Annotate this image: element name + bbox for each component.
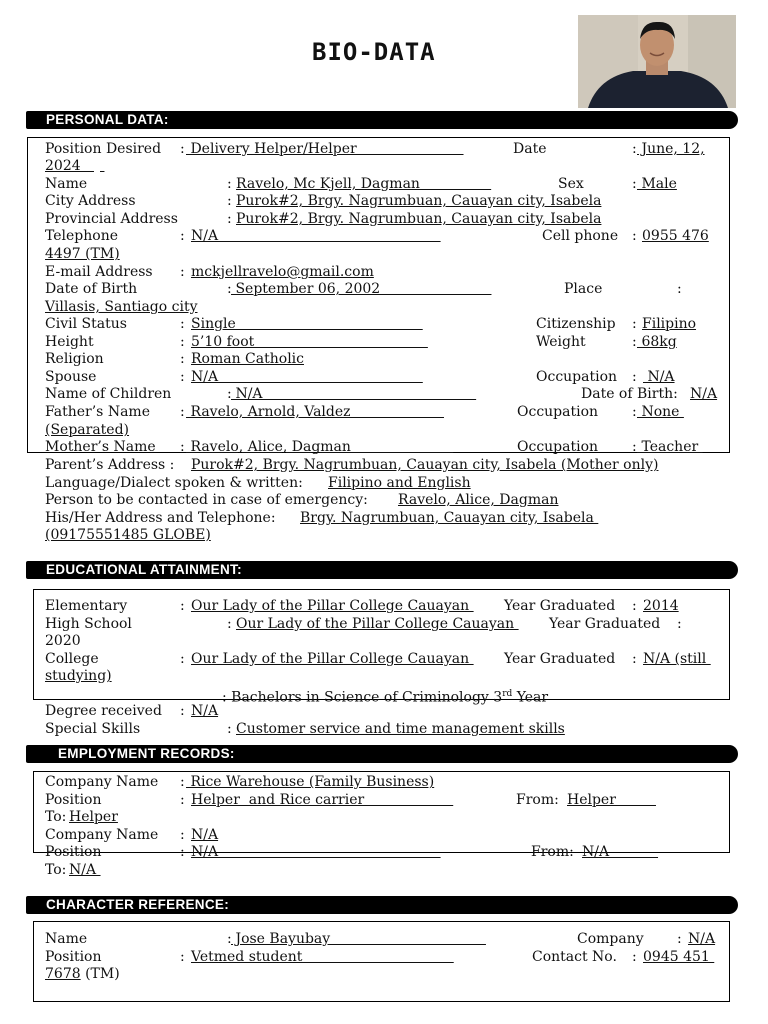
- colon: :: [632, 334, 637, 350]
- name-value: Ravelo, Mc Kjell, Dagman: [236, 176, 492, 192]
- colon: :: [180, 792, 185, 808]
- college-year-line2: studying): [45, 668, 112, 684]
- from1-value: Helper: [567, 792, 656, 808]
- colon: :: [632, 141, 637, 157]
- telephone-value: N/A: [191, 228, 441, 244]
- parent-address-label: Parent’s Address :: [45, 457, 175, 473]
- position1-label: Position: [45, 792, 102, 808]
- colon: :: [632, 598, 637, 614]
- to2-label: To:: [45, 862, 67, 878]
- emergency-value: Ravelo, Alice, Dagman: [398, 492, 559, 508]
- colon: :: [180, 651, 185, 667]
- section-bar-employment: [26, 745, 738, 763]
- provincial-address-label: Provincial Address: [45, 211, 178, 227]
- section-bar-personal: [26, 111, 738, 129]
- from1-label: From:: [516, 792, 559, 808]
- provincial-address-value: Purok#2, Brgy. Nagrumbuan, Cauayan city, Isabela: [236, 211, 602, 227]
- skills-value: Customer service and time management skills: [236, 721, 565, 737]
- colon: :: [632, 369, 637, 385]
- reference-contact-value: 0945 451: [643, 949, 715, 965]
- colon: :: [180, 316, 185, 332]
- colon: :: [632, 176, 637, 192]
- to1-value: Helper: [69, 809, 118, 825]
- reference-company-label: Company: [577, 931, 644, 947]
- father-occupation-value: None: [637, 404, 684, 420]
- citizenship-value: Filipino: [642, 316, 697, 332]
- colon: :: [180, 334, 185, 350]
- colon: :: [180, 949, 185, 965]
- spouse-value: N/A: [191, 369, 423, 385]
- section-title-reference: CHARACTER REFERENCE:: [46, 897, 230, 912]
- occupation-label: Occupation: [536, 369, 618, 385]
- father-value: Ravelo, Arnold, Valdez: [186, 404, 444, 420]
- religion-label: Religion: [45, 351, 104, 367]
- colon: :: [180, 351, 185, 367]
- email-label: E-mail Address: [45, 264, 153, 280]
- mother-label: Mother’s Name: [45, 439, 156, 455]
- civil-status-value: Single: [191, 316, 423, 332]
- citizenship-label: Citizenship: [536, 316, 616, 332]
- college-year: N/A (still: [643, 651, 711, 667]
- father-occupation-label: Occupation: [517, 404, 599, 420]
- to2-value: N/A: [69, 862, 101, 878]
- city-address-label: City Address: [45, 193, 136, 209]
- skills-label: Special Skills: [45, 721, 141, 737]
- position2-label: Position: [45, 844, 102, 860]
- colon: :: [677, 281, 682, 297]
- elementary-year-label: Year Graduated: [504, 598, 616, 614]
- section-title-personal: PERSONAL DATA:: [46, 112, 169, 127]
- company1-value: Rice Warehouse (Family Business): [186, 774, 435, 790]
- college-year-label: Year Graduated: [504, 651, 616, 667]
- colon: :: [632, 228, 637, 244]
- mother-occupation-label: Occupation: [517, 439, 599, 455]
- colon: :: [677, 931, 682, 947]
- place-label: Place: [564, 281, 603, 297]
- cellphone-label: Cell phone: [542, 228, 619, 244]
- colon: :: [180, 228, 185, 244]
- height-label: Height: [45, 334, 94, 350]
- high-school-label: High School: [45, 616, 132, 632]
- colon: :: [632, 316, 637, 332]
- position-value: Delivery Helper/Helper: [186, 141, 464, 157]
- colon: :: [227, 931, 232, 947]
- contact-address-value: Brgy. Nagrumbuan, Cauayan city, Isabela: [300, 510, 599, 526]
- from2-value: N/A: [582, 844, 659, 860]
- colon: :: [180, 703, 185, 719]
- reference-contact-line2: [45, 966, 120, 984]
- position1-value: Helper and Rice carrier: [191, 792, 454, 808]
- course-sup: rd: [502, 689, 513, 699]
- mother-value: Ravelo, Alice, Dagman: [186, 439, 454, 455]
- date-label: Date: [513, 141, 547, 157]
- place-value: Villasis, Santiago city: [45, 299, 198, 315]
- course-end: Year: [512, 689, 549, 706]
- high-school-school: Our Lady of the Pillar College Cauayan: [236, 616, 519, 632]
- reference-name-label: Name: [45, 931, 88, 947]
- section-title-employment: EMPLOYMENT RECORDS:: [58, 746, 235, 761]
- cellphone-value: 0955 476: [642, 228, 709, 244]
- colon: :: [227, 281, 232, 297]
- height-value: 5’10 foot: [191, 334, 428, 350]
- email-value: mckjellravelo@gmail.com: [191, 264, 374, 280]
- father-occupation-value-line2: (Separated): [45, 422, 130, 438]
- high-school-year: 2020: [45, 633, 81, 649]
- section-title-education: EDUCATIONAL ATTAINMENT:: [46, 562, 242, 577]
- reference-position-value: Vetmed student: [191, 949, 454, 965]
- profile-photo: [578, 15, 736, 108]
- colon: :: [180, 264, 185, 280]
- elementary-school: Our Lady of the Pillar College Cauayan: [191, 598, 474, 614]
- weight-label: Weight: [536, 334, 586, 350]
- weight-value: 68kg: [637, 334, 677, 350]
- children-label: Name of Children: [45, 386, 172, 402]
- reference-company-value: N/A: [688, 931, 716, 947]
- colon: :: [180, 827, 185, 843]
- from2-label: From:: [531, 844, 574, 860]
- colon: :: [227, 386, 232, 402]
- child-dob-label: Date of Birth:: [581, 386, 678, 402]
- section-bar-reference: [26, 896, 738, 914]
- sex-label: Sex: [558, 176, 584, 192]
- date-value-line3: [100, 158, 107, 176]
- spouse-label: Spouse: [45, 369, 97, 385]
- colon: :: [180, 404, 185, 420]
- college-course: [222, 686, 548, 707]
- contact-address-label: His/Her Address and Telephone:: [45, 510, 276, 526]
- company1-label: Company Name: [45, 774, 159, 790]
- name-label: Name: [45, 176, 88, 192]
- sex-value: Male: [637, 176, 677, 192]
- elementary-label: Elementary: [45, 598, 128, 614]
- cellphone-value-line2: 4497 (TM): [45, 246, 120, 262]
- to1-label: To:: [45, 809, 67, 825]
- colon: :: [180, 439, 185, 455]
- reference-name-value: Jose Bayubay: [231, 931, 486, 947]
- colon: :: [677, 616, 682, 632]
- college-label: College: [45, 651, 99, 667]
- telephone-label: Telephone: [45, 228, 119, 244]
- child-dob-value: N/A: [690, 386, 718, 402]
- colon: :: [180, 598, 185, 614]
- colon: :: [227, 721, 232, 737]
- civil-status-label: Civil Status: [45, 316, 127, 332]
- person-portrait-icon: [578, 15, 736, 108]
- degree-value: N/A: [191, 703, 219, 719]
- reference-position-label: Position: [45, 949, 102, 965]
- colon: :: [180, 844, 185, 860]
- dob-label: Date of Birth: [45, 281, 138, 297]
- father-label: Father’s Name: [45, 404, 150, 420]
- page-title: BIO-DATA: [312, 38, 436, 66]
- course-text: : Bachelors in Science of Criminology 3: [222, 689, 503, 706]
- degree-label: Degree received: [45, 703, 162, 719]
- position2-value: N/A: [191, 844, 441, 860]
- date-value: June, 12,: [637, 141, 705, 157]
- reference-contact-label: Contact No.: [532, 949, 617, 965]
- colon: :: [632, 651, 637, 667]
- colon: :: [632, 404, 637, 420]
- colon: :: [227, 616, 232, 632]
- dob-value: September 06, 2002: [231, 281, 492, 297]
- colon: :: [632, 439, 637, 455]
- children-value: N/A: [231, 386, 477, 402]
- date-value-line2: 2024: [45, 158, 94, 174]
- reference-contact-value-line2: 7678: [45, 966, 81, 982]
- elementary-year: 2014: [643, 598, 679, 614]
- language-label: Language/Dialect spoken & written:: [45, 475, 303, 491]
- city-address-value: Purok#2, Brgy. Nagrumbuan, Cauayan city, Isabela: [236, 193, 602, 209]
- emergency-label: Person to be contacted in case of emergency:: [45, 492, 368, 508]
- colon: :: [227, 193, 232, 209]
- colon: :: [180, 141, 185, 157]
- parent-address-value: Purok#2, Brgy. Nagrumbuan, Cauayan city, Isabela (Mother only): [191, 457, 659, 473]
- reference-contact-suffix: (TM): [80, 966, 120, 982]
- language-value: Filipino and English: [328, 475, 471, 491]
- occupation-value: N/A: [643, 369, 675, 385]
- company2-value: N/A: [191, 827, 219, 843]
- colon: :: [180, 369, 185, 385]
- high-school-year-label: Year Graduated: [549, 616, 661, 632]
- colon: :: [180, 774, 185, 790]
- mother-occupation-value: Teacher: [637, 439, 703, 455]
- college-school: Our Lady of the Pillar College Cauayan: [191, 651, 474, 667]
- colon: :: [227, 211, 232, 227]
- company2-label: Company Name: [45, 827, 159, 843]
- contact-address-value-line2: (09175551485 GLOBE): [45, 527, 211, 543]
- position-label: Position Desired: [45, 141, 162, 157]
- colon: :: [632, 949, 637, 965]
- section-bar-education: [26, 561, 738, 579]
- colon: :: [227, 176, 232, 192]
- religion-value: Roman Catholic: [191, 351, 304, 367]
